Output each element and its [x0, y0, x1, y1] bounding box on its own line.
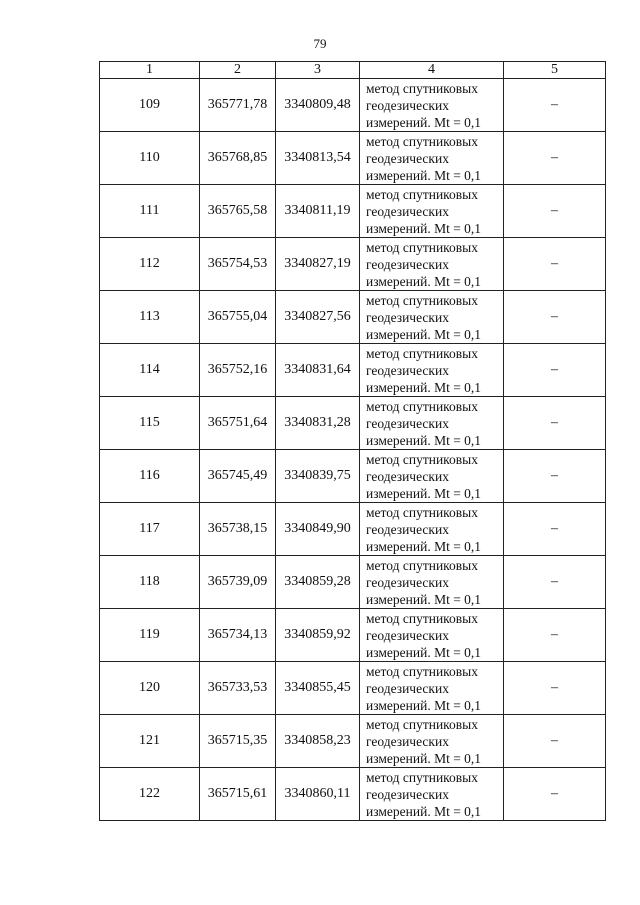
point-number-cell: 111 [100, 185, 200, 238]
note-cell: – [504, 132, 606, 185]
table-row [100, 715, 606, 768]
method-line-2: геодезических [366, 362, 449, 378]
y-coordinate-cell: 3340858,23 [276, 715, 360, 768]
table-body [100, 79, 606, 821]
table-row [100, 79, 606, 132]
table-row [100, 768, 606, 821]
point-number-cell: 112 [100, 238, 200, 291]
note-cell: – [504, 185, 606, 238]
method-line-2: геодезических [366, 521, 449, 537]
note-cell: – [504, 662, 606, 715]
method-line-1: метод спутниковых [366, 186, 478, 202]
table-row [100, 238, 606, 291]
method-cell [360, 344, 504, 397]
table-row [100, 397, 606, 450]
method-line-3: измерений. Mt = 0,1 [366, 379, 482, 395]
x-coordinate-cell: 365734,13 [200, 609, 276, 662]
y-coordinate-cell: 3340855,45 [276, 662, 360, 715]
table-header-row [100, 62, 606, 79]
note-cell: – [504, 79, 606, 132]
method-line-3: измерений. Mt = 0,1 [366, 220, 482, 236]
method-line-3: измерений. Mt = 0,1 [366, 538, 482, 554]
table-row [100, 185, 606, 238]
note-cell: – [504, 556, 606, 609]
point-number-cell: 120 [100, 662, 200, 715]
note-cell: – [504, 291, 606, 344]
method-line-1: метод спутниковых [366, 610, 478, 626]
method-cell [360, 450, 504, 503]
x-coordinate-cell: 365733,53 [200, 662, 276, 715]
method-line-2: геодезических [366, 627, 449, 643]
method-line-3: измерений. Mt = 0,1 [366, 644, 482, 660]
method-line-1: метод спутниковых [366, 239, 478, 255]
method-cell [360, 185, 504, 238]
y-coordinate-cell: 3340839,75 [276, 450, 360, 503]
note-cell: – [504, 715, 606, 768]
x-coordinate-cell: 365715,35 [200, 715, 276, 768]
y-coordinate-cell: 3340811,19 [276, 185, 360, 238]
note-cell: – [504, 397, 606, 450]
method-line-1: метод спутниковых [366, 133, 478, 149]
method-line-1: метод спутниковых [366, 345, 478, 361]
method-line-2: геодезических [366, 309, 449, 325]
method-line-2: геодезических [366, 468, 449, 484]
table-row [100, 132, 606, 185]
x-coordinate-cell: 365752,16 [200, 344, 276, 397]
point-number-cell: 116 [100, 450, 200, 503]
method-line-3: измерений. Mt = 0,1 [366, 750, 482, 766]
y-coordinate-cell: 3340827,56 [276, 291, 360, 344]
y-coordinate-cell: 3340860,11 [276, 768, 360, 821]
table-row [100, 291, 606, 344]
point-number-cell: 114 [100, 344, 200, 397]
method-line-2: геодезических [366, 97, 449, 113]
x-coordinate-cell: 365755,04 [200, 291, 276, 344]
point-number-cell: 115 [100, 397, 200, 450]
point-number-cell: 113 [100, 291, 200, 344]
method-line-3: измерений. Mt = 0,1 [366, 167, 482, 183]
method-line-3: измерений. Mt = 0,1 [366, 803, 482, 819]
x-coordinate-cell: 365754,53 [200, 238, 276, 291]
note-cell: – [504, 609, 606, 662]
y-coordinate-cell: 3340831,28 [276, 397, 360, 450]
method-cell [360, 238, 504, 291]
method-cell [360, 715, 504, 768]
method-line-3: измерений. Mt = 0,1 [366, 326, 482, 342]
x-coordinate-cell: 365751,64 [200, 397, 276, 450]
coordinates-table [99, 61, 606, 821]
method-line-1: метод спутниковых [366, 451, 478, 467]
table-row [100, 662, 606, 715]
method-line-2: геодезических [366, 680, 449, 696]
method-cell [360, 397, 504, 450]
point-number-cell: 119 [100, 609, 200, 662]
y-coordinate-cell: 3340827,19 [276, 238, 360, 291]
x-coordinate-cell: 365765,58 [200, 185, 276, 238]
x-coordinate-cell: 365771,78 [200, 79, 276, 132]
point-number-cell: 122 [100, 768, 200, 821]
y-coordinate-cell: 3340809,48 [276, 79, 360, 132]
method-line-2: геодезических [366, 733, 449, 749]
method-line-3: измерений. Mt = 0,1 [366, 485, 482, 501]
point-number-cell: 121 [100, 715, 200, 768]
method-line-2: геодезических [366, 574, 449, 590]
method-line-2: геодезических [366, 256, 449, 272]
point-number-cell: 109 [100, 79, 200, 132]
table-row [100, 556, 606, 609]
table-row [100, 503, 606, 556]
column-header-2: 2 [200, 62, 276, 79]
method-line-1: метод спутниковых [366, 769, 478, 785]
page-number: 79 [313, 36, 327, 51]
method-cell [360, 768, 504, 821]
x-coordinate-cell: 365738,15 [200, 503, 276, 556]
table-row [100, 450, 606, 503]
method-cell [360, 662, 504, 715]
method-line-1: метод спутниковых [366, 80, 478, 96]
method-line-3: измерений. Mt = 0,1 [366, 697, 482, 713]
method-line-2: геодезических [366, 415, 449, 431]
method-line-1: метод спутниковых [366, 504, 478, 520]
method-line-3: измерений. Mt = 0,1 [366, 432, 482, 448]
method-line-1: метод спутниковых [366, 716, 478, 732]
note-cell: – [504, 238, 606, 291]
table-row [100, 344, 606, 397]
method-cell [360, 132, 504, 185]
method-line-3: измерений. Mt = 0,1 [366, 273, 482, 289]
column-header-4: 4 [360, 62, 504, 79]
method-line-2: геодезических [366, 203, 449, 219]
method-line-3: измерений. Mt = 0,1 [366, 591, 482, 607]
column-header-5: 5 [504, 62, 606, 79]
point-number-cell: 117 [100, 503, 200, 556]
table-row [100, 609, 606, 662]
note-cell: – [504, 450, 606, 503]
method-line-1: метод спутниковых [366, 557, 478, 573]
x-coordinate-cell: 365745,49 [200, 450, 276, 503]
method-line-1: метод спутниковых [366, 663, 478, 679]
note-cell: – [504, 344, 606, 397]
method-cell [360, 79, 504, 132]
point-number-cell: 110 [100, 132, 200, 185]
point-number-cell: 118 [100, 556, 200, 609]
column-header-1: 1 [100, 62, 200, 79]
y-coordinate-cell: 3340831,64 [276, 344, 360, 397]
method-cell [360, 609, 504, 662]
x-coordinate-cell: 365768,85 [200, 132, 276, 185]
y-coordinate-cell: 3340859,92 [276, 609, 360, 662]
note-cell: – [504, 503, 606, 556]
method-line-1: метод спутниковых [366, 292, 478, 308]
method-line-2: геодезических [366, 150, 449, 166]
method-cell [360, 503, 504, 556]
method-line-2: геодезических [366, 786, 449, 802]
column-header-3: 3 [276, 62, 360, 79]
y-coordinate-cell: 3340859,28 [276, 556, 360, 609]
y-coordinate-cell: 3340849,90 [276, 503, 360, 556]
note-cell: – [504, 768, 606, 821]
method-cell [360, 291, 504, 344]
method-line-1: метод спутниковых [366, 398, 478, 414]
method-cell [360, 556, 504, 609]
method-line-3: измерений. Mt = 0,1 [366, 114, 482, 130]
y-coordinate-cell: 3340813,54 [276, 132, 360, 185]
x-coordinate-cell: 365715,61 [200, 768, 276, 821]
x-coordinate-cell: 365739,09 [200, 556, 276, 609]
